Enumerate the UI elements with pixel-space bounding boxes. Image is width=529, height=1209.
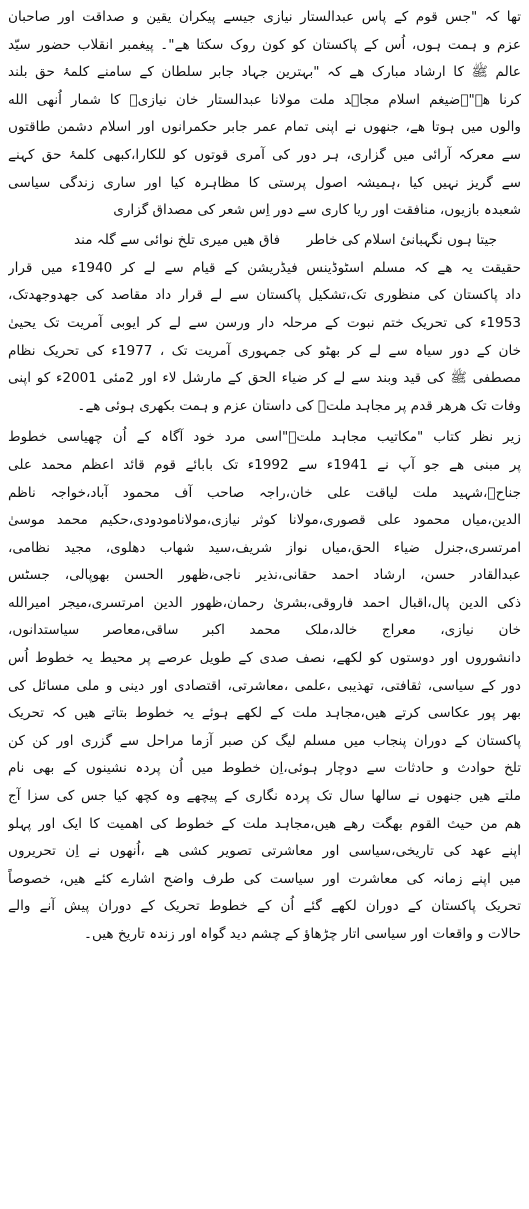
- text-line: دانشوروں اور دوستوں کو لکھے، نصف صدی کے طویل عرصے پر محیط یہ خطوط اُس: [8, 650, 521, 667]
- text-line: مصطفی ﷺ کی قید وبند سے لے کر ضیاء الحق کے مارشل لاء اور 2مئی 2001ء کو اپنی: [8, 370, 521, 387]
- paragraph-history: [8, 255, 521, 421]
- poetry-couplet: [8, 225, 521, 255]
- text-line: والوں میں ہوتا ھے، جنھوں نے اپنی تمام عمر جابر حکمرانوں اور اسلام دشمن طاقتوں: [8, 119, 521, 136]
- text-line: داد پاکستان کی منظوری تک،تشکیل پاکستان سے لے قرار داد مقاصد کی جھدوجھدتک،: [8, 287, 521, 304]
- text-line: جناحؒ،شہید ملت لیاقت علی خان،راجہ صاحب آف محمود آباد،خواجہ ناظم: [8, 484, 521, 501]
- text-line: امرتسری،جنرل ضیاء الحق،میاں نواز شریف،سید شھاب دھلوی، مجید نظامی،: [8, 539, 521, 556]
- text-line: ذکی الدین پال،اقبال احمد فاروقی،بشریٰ رحمان،ظھور الدین امرتسری،میجر امیرالله: [8, 594, 521, 611]
- text-line: خان نیازی، معراج خالد،ملک محمد اکبر ساقی،معاصر سیاستدانوں،: [8, 622, 521, 639]
- paragraph-intro: [8, 4, 521, 225]
- text-line: خان کے دور سیاہ سے لے کر بھٹو کی جمہوری آمریت تک ، 1977ء کی تحریک نظام: [8, 342, 521, 359]
- couplet-second-hemistich: فاق ھیں میری تلخ نوائی سے گلہ مند: [74, 231, 281, 248]
- text-line: سے گریز نہیں کیا ،ہمیشہ اصول پرستی کا مظاہرہ کیا اور ساری زندگی سیاسی: [8, 174, 521, 191]
- text-line: ملتے ھیں جنھوں نے سالھا سال تک پردہ نگاری کے پیچھے وہ کچھ کیا جس کی سزا آج: [8, 788, 521, 805]
- text-line: اپنے عھد کی تاریخی،سیاسی اور معاشرتی تصویر کشی ھے ،اُنھوں نے اِن تحریروں: [8, 843, 521, 860]
- text-line: تلخ حوادث و حادثات سے دوچار ہوئی،اِن خطوط میں اُن پردہ نشینوں کے بھی نام: [8, 760, 521, 777]
- text-line: پر مبنی ھے جو آپ نے 1941ء سے 1992ء تک بابائے قوم قائد اعظم محمد علی: [8, 456, 521, 473]
- text-line: ھم من حیث القوم بھگت رھے ھیں،مجاہد ملت کے خطوط کی اھمیت کا ایک اور پہلو: [8, 815, 521, 832]
- text-line: عبدالقادر حسن، ارشاد احمد حقانی،نذیر ناجی،ظھور الحسن بھوپالی، جسٹس: [8, 567, 521, 584]
- text-line: زیر نظر کتاب "مکاتیب مجاہد ملتؒ"اسی مرد خود آگاہ کے اُن چھیاسی خطوط: [8, 429, 521, 446]
- text-line: تھا کہ "جس قوم کے پاس عبدالستار نیازی جیسے پیکران یقین و صداقت اور صاحبان: [8, 9, 521, 25]
- text-line: تحریک پاکستان کے دوران لکھے گئے اُن کے خطوط تحریک کے دوران پیش آنے والے: [8, 898, 521, 915]
- couplet-first-hemistich: جیتا ہوں نگہبانیٔ اسلام کی خاطر: [306, 231, 497, 248]
- text-line: عزم و ہمت ہوں، اُس کے پاکستان کو کون روک سکتا ھے"۔ پیغمبر انقلاب حضور سیّد: [8, 36, 521, 53]
- text-line: عالم ﷺ کا ارشاد مبارک ھے کہ "بہترین جہاد جابر سلطان کے سامنے کلمۂ حق بلند: [8, 64, 521, 81]
- text-line: الدین،میاں محمود علی قصوری،مولانا کوثر نیازی،مولانامودودی،حکیم محمد موسیٰ: [8, 512, 521, 529]
- text-line: شعبدہ بازیوں، منافقت اور ریا کاری سے دور اِس شعر کی مصداق گزاری: [113, 202, 521, 219]
- text-line: دور کے سیاسی، ثقافتی، تھذیبی ،علمی ،معاشرتی، اقتصادی اور دینی و ملی مسائل کی: [8, 677, 521, 694]
- text-line: حالات و واقعات اور سیاسی اتار چڑھاؤ کے چشم دید گواہ اور زندہ تاریخ ھیں۔: [83, 926, 521, 942]
- text-line: بھر پور عکاسی کرتے ھیں،مجاہد ملت کے لکھے ہوئے یہ خطوط بتاتے ھیں کہ تحریک: [8, 705, 521, 722]
- text-line: 1953ء کی تحریک ختم نبوت کے مرحلہ دار ورسن سے لے کر ایوبی آمریت تک یحییٰ: [8, 314, 521, 331]
- text-line: میں اپنے زمانہ کی معاشرت اور سیاست کی طرف واضح اشارے کئے ھیں، خصوصاً: [8, 870, 521, 887]
- text-line: حقیقت یہ ھے کہ مسلم اسٹوڈینس فیڈریشن کے قیام سے لے کر 1940ء میں قرار: [8, 259, 521, 276]
- text-line: سے معرکہ آرائی میں گزاری، ہر دور کی آمری قوتوں کو للکارا،کبھی کلمۂ حق کہنے: [8, 146, 521, 163]
- text-line: وفات تک ھرھر قدم پر مجاہد ملتؒ کی داستان عزم و ہمت بکھری ہوئی ھے۔: [77, 397, 521, 414]
- paragraph-book-description: [8, 424, 521, 948]
- text-line: پاکستان کے دوران پنجاب میں مسلم لیگ کن صبر آزما مراحل سے گزری اور کن کن: [8, 732, 521, 749]
- text-line: کرنا ھے"۔ضیغم اسلام مجاہد ملت مولانا عبدالستار خان نیازیؒ کا شمار اُنھی الله: [8, 91, 521, 108]
